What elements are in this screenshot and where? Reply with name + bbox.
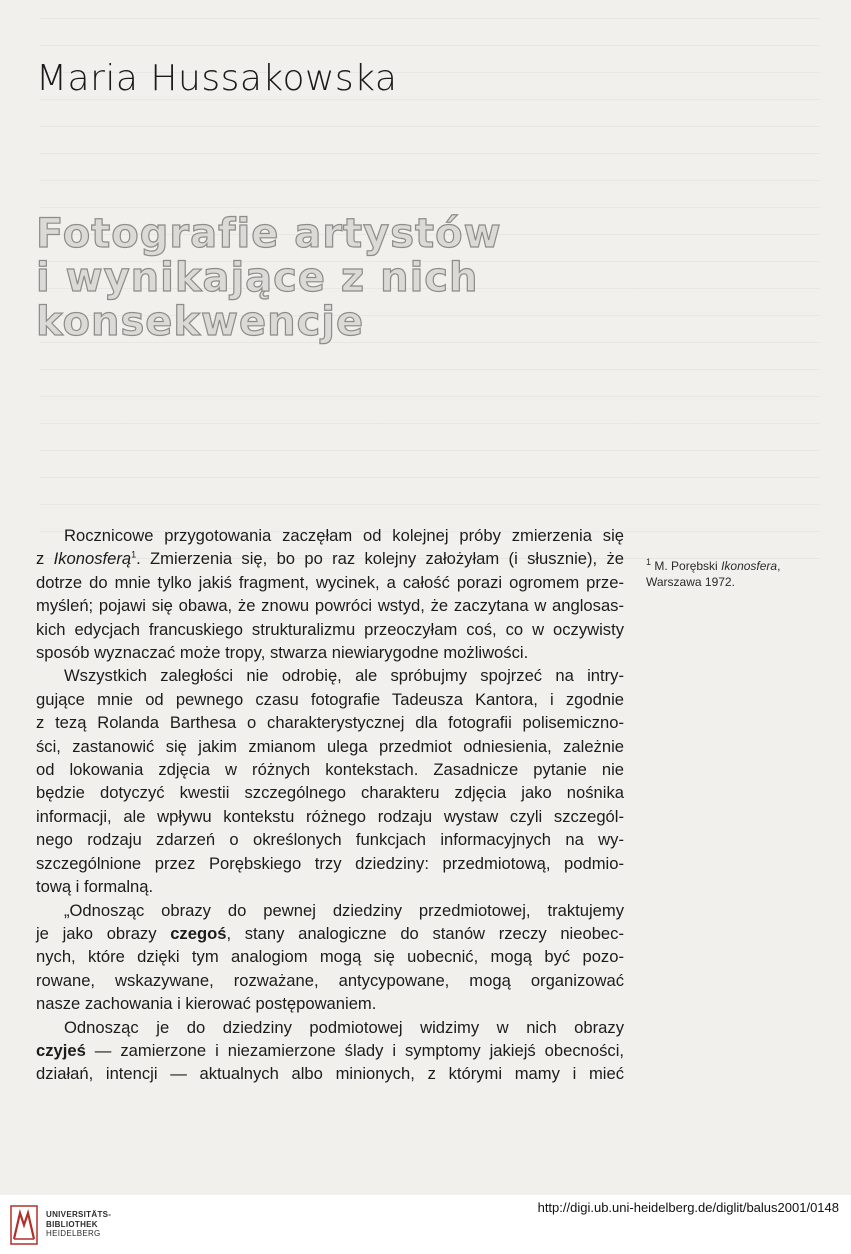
text-line: nych, które dzięki tym analogiom mogą się uobecnić, mogą być pozo- bbox=[36, 947, 624, 967]
text-line: tową i formalną. bbox=[36, 877, 154, 897]
title-line-1: Fotografie artystów bbox=[36, 211, 502, 257]
text-line: rowane, wskazywane, rozważane, antycypowane, mogą organizować bbox=[36, 970, 624, 990]
italic-title: Ikonosferą bbox=[53, 549, 132, 569]
source-url-link[interactable]: http://digi.ub.uni-heidelberg.de/diglit/balus2001/0148 bbox=[537, 1200, 839, 1215]
text-line: Wszystkich zaległości nie odrobię, ale spróbujmy spojrzeć na intry- bbox=[64, 666, 624, 686]
footnote-line-2: Warszawa 1972. bbox=[646, 575, 735, 589]
text-line: od lokowania zdjęcia w różnych kontekstach. Zasadnicze pytanie nie bbox=[36, 760, 624, 780]
text-line: z tezą Rolanda Barthesa o charakterystycznej dla fotografii polisemiczno- bbox=[36, 713, 624, 733]
university-library-logo-icon[interactable] bbox=[10, 1205, 38, 1245]
text-line: informacji, ale wpływu kontekstu różnego rodzaju wystaw czyli szczegól- bbox=[36, 806, 624, 826]
text-line: sposób wyznaczać może tropy, stwarza niewiarygodne możliwości. bbox=[36, 643, 529, 663]
title-line-2: i wynikające z nich bbox=[36, 255, 479, 301]
text-line: myśleń; pojawi się obawa, że znowu powróci wstyd, że zaczytana w anglosas- bbox=[36, 596, 624, 616]
text-line: z Ikonosferą$^1$. Zmierzenia się, bo po raz kolejny założyłam (i słusznie), że bbox=[36, 549, 624, 569]
text-line: gujące mnie od pewnego czasu fotografie Tadeusza Kantora, i zgodnie bbox=[36, 689, 624, 709]
text-line: „Odnosząc obrazy do pewnej dziedziny przedmiotowej, traktujemy bbox=[64, 900, 624, 920]
text-line: kich edycjach francuskiego strukturalizmu przeoczyłam coś, co w oczywisty bbox=[36, 619, 624, 639]
footnote-ref[interactable]: 1 bbox=[131, 549, 137, 560]
text-line: czyjeś — zamierzone i niezamierzone ślady i symptomy jakiejś obecności, bbox=[36, 1040, 624, 1060]
text-line: Rocznicowe przygotowania zaczęłam od kolejnej próby zmierzenia się bbox=[64, 526, 624, 545]
text-line: je jako obrazy czegoś, stany analogiczne do stanów rzeczy nieobec- bbox=[36, 923, 624, 943]
text-line: ści, zastanowić się jakim zmianom ulega przedmiot odniesienia, zależnie bbox=[36, 736, 624, 756]
emphasis: czegoś bbox=[170, 923, 227, 943]
article-body bbox=[36, 524, 624, 1086]
text-line: dotrze do mnie tylko jakiś fragment, wycinek, a całość porazi ogromem prze- bbox=[36, 572, 624, 592]
title-line-3: konsekwencje bbox=[36, 299, 365, 345]
article-title bbox=[36, 212, 556, 344]
text-line: będzie dotyczyć kwestii szczególnego charakteru zdjęcia jako nośnika bbox=[36, 783, 624, 803]
text-line: Odnosząc je do dziedziny podmiotowej widzimy w nich obrazy bbox=[64, 1017, 624, 1037]
library-name: UNIVERSITÄTS- BIBLIOTHEK HEIDELBERG bbox=[46, 1210, 112, 1238]
emphasis: czyjeś bbox=[36, 1040, 86, 1060]
text-line: szczególnione przez Porębskiego trzy dziedziny: przedmiotową, podmio- bbox=[36, 853, 624, 873]
text-line: działań, intencji — aktualnych albo minionych, z którymi mamy i mieć bbox=[36, 1064, 624, 1084]
text-line: nego rodzaju zdarzeń o określonych funkcjach informacyjnych na wy- bbox=[36, 830, 624, 850]
author-name: Maria Hussakowska bbox=[36, 58, 398, 99]
footnote bbox=[646, 558, 796, 590]
text-line: nasze zachowania i kierować postępowaniem. bbox=[36, 994, 377, 1014]
footnote-line-1: $^1$ M. Porębski Ikonosfera, bbox=[646, 557, 781, 573]
